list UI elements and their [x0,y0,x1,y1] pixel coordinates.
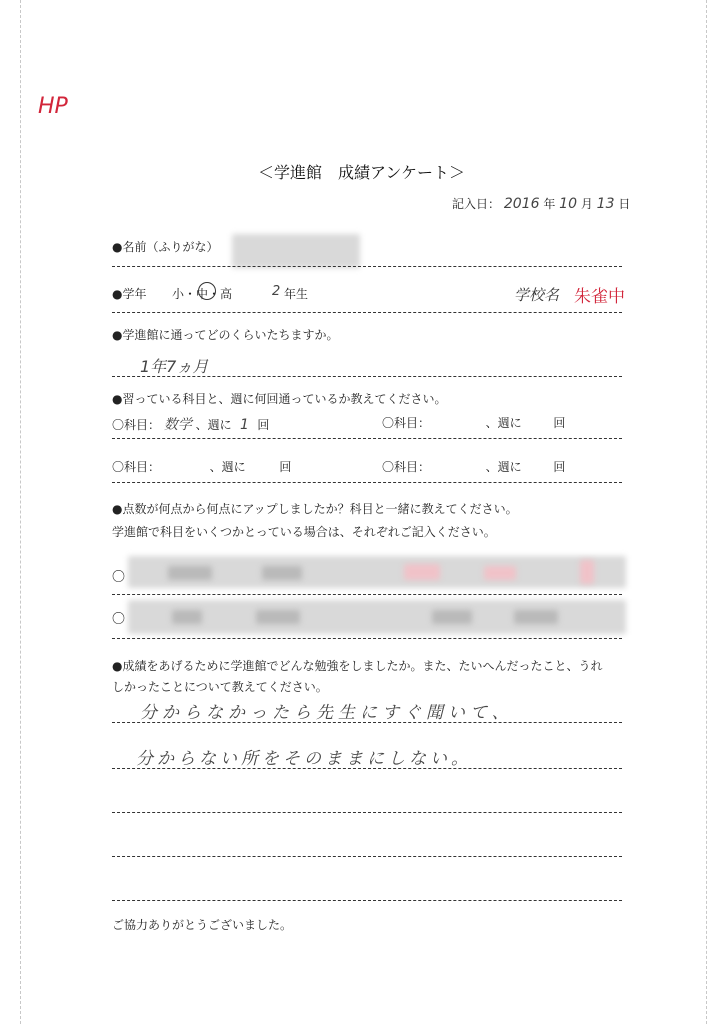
weekly-label: 、週に [195,418,232,432]
subjects-question: ●習っている科目と、週に何回通っているか教えてください。 [112,392,447,406]
date-day-unit: 日 [618,197,631,211]
subject-value: 数学 [163,417,192,433]
grade-year: 2 [272,284,281,299]
date-line [452,195,630,212]
study-question-line2: しかったことについて教えてください。 [112,680,328,694]
redacted-score-1-mark [484,566,516,580]
score-bullet-1: 〇 [112,570,126,585]
subject-label: 〇科目： [382,460,431,474]
times-label: 回 [279,460,292,474]
times-label: 回 [257,418,270,432]
scores-question: ●点数が何点から何点にアップしましたか？科目と一緒に教えてください。 [112,502,518,516]
redacted-score-2-mark [256,610,300,624]
subject-entry-2 [382,414,565,431]
school-label: 学校名 [514,286,560,304]
study-rule-4 [112,856,622,857]
duration-rule [112,376,622,377]
times-label: 回 [553,416,566,430]
scan-edge-right [706,0,707,1024]
grade-rule [112,312,622,313]
subjects-rule-1 [112,438,622,439]
subject-entry-3 [112,458,291,475]
times-value: 1 [240,417,249,433]
grade-selected-circle [198,282,216,300]
study-rule-1 [112,722,622,723]
school-name: 朱雀中 [574,287,625,307]
redacted-score-2-mark [172,610,202,624]
date-month-unit: 月 [580,197,593,211]
grade-options: 小・中・高 [172,287,233,301]
date-year-unit: 年 [543,197,556,211]
grade-year-unit: 年生 [284,287,309,301]
subject-entry-4 [382,458,565,475]
scores-note: 学進館で科目をいくつかとっている場合は、それぞれご記入ください。 [112,525,496,539]
score-bullet-2: 〇 [112,612,126,627]
weekly-label: 、週に [485,416,522,430]
subjects-rule-2 [112,482,622,483]
duration-question: ●学進館に通ってどのくらいたちますか。 [112,328,339,342]
redacted-name [232,234,360,268]
hp-stamp: HP [38,94,68,119]
duration-answer: 1年7ヵ月 [140,357,209,376]
study-answer-line1: 分からなかったら先生にすぐ聞いて、 [140,703,514,723]
study-rule-2 [112,768,622,769]
scores-rule-1 [112,594,622,595]
redacted-score-1-mark [404,564,440,580]
subject-label: 〇科目： [382,416,431,430]
times-label: 回 [553,460,566,474]
date-day: 13 [596,196,615,212]
page-title: ＜学進館 成績アンケート＞ [258,163,466,182]
scan-edge-left [20,0,21,1024]
study-question-line1: ●成績をあげるために学進館でどんな勉強をしましたか。また、たいへんだったこと、うれ [112,659,603,673]
redacted-score-1-mark [262,566,302,580]
redacted-score-1-mark [580,560,594,584]
study-rule-5 [112,900,622,901]
redacted-score-1-mark [168,566,212,580]
weekly-label: 、週に [209,460,246,474]
subject-label: 〇科目： [112,460,161,474]
date-label: 記入日： [452,197,501,211]
name-label: ●名前（ふりがな） [112,240,219,254]
study-answer-line2: 分からない所をそのままにしない。 [136,749,472,769]
scores-rule-2 [112,638,622,639]
subject-entry-1 [112,414,269,434]
study-rule-3 [112,812,622,813]
date-year: 2016 [503,196,540,212]
weekly-label: 、週に [485,460,522,474]
redacted-score-2-mark [432,610,472,624]
name-rule [112,266,622,267]
redacted-score-2-mark [514,610,558,624]
grade-label: ●学年 [112,287,147,301]
subject-label: 〇科目： [112,418,161,432]
date-month: 10 [559,196,577,212]
closing-text: ご協力ありがとうございました。 [112,918,293,932]
